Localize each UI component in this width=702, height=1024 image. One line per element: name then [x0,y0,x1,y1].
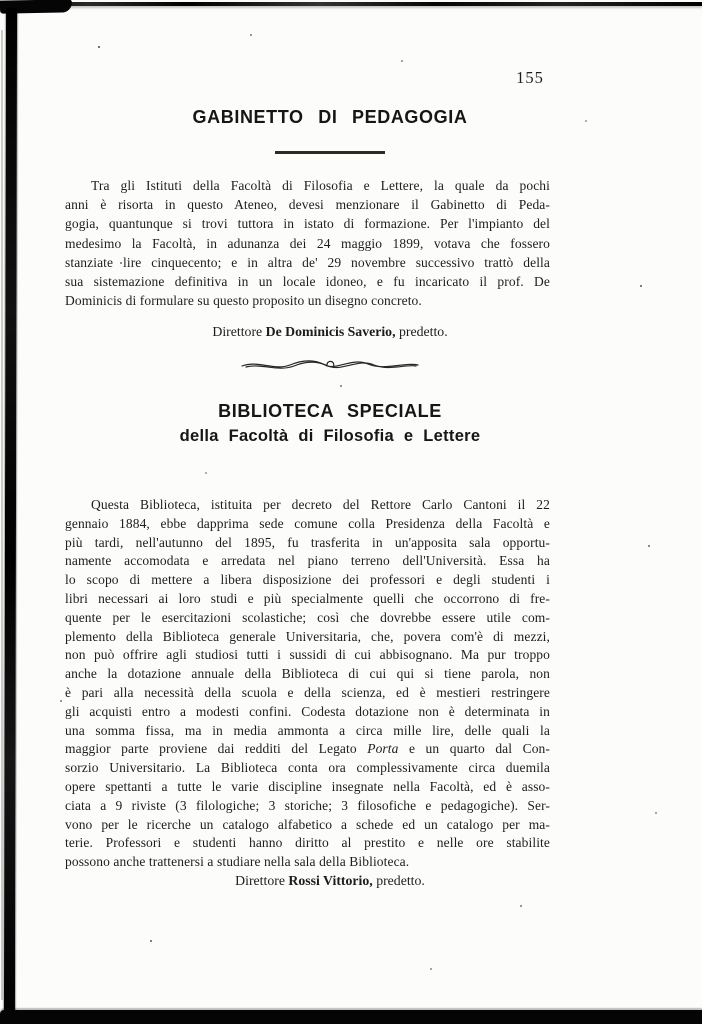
text-line: Tra gli Istituti della Facoltà di Filosofia e Lettere, la quale da pochi [91,178,550,193]
book-binding-shadow [4,8,17,1013]
scan-left-faint-line [1,30,3,1000]
section-divider-ornament-icon [240,352,420,378]
text-line-with-italic [65,740,550,759]
text-line: sua sistemazione definitiva in un locale idoneo, e fu incaricato il prof. De [65,274,550,290]
text-line: namente accomodata e arredata nel piano terreno dell'Università. Essa ha [65,553,550,569]
text-line: più tardi, nell'autunno del 1895, fu trasferita in un'apposita sala opportu- [65,534,550,550]
text-line: opere spettanti a tutte le varie discipline insegnate nella Facoltà, ed è asso- [65,778,550,794]
text-line: ciata a 9 riviste (3 filologiche; 3 storiche; 3 filosofiche e pedagogiche). Ser- [65,797,550,813]
scan-top-edge [6,2,702,6]
text-line: terie. Professori e studenti hanno diritto al prestito e nelle ore stabilite [65,835,550,851]
scan-bottom-edge [0,1010,702,1024]
legato-italic-word: Porta [367,741,399,757]
text-line: stanziate lire cinquecento; e in altra de' 29 novembre successivo trattò della [65,254,550,270]
text-line: lo scopo di mettere a libera disposizione dei professori e degli studenti i [65,572,550,588]
text-line: anni è risorta in questo Ateneo, devesi menzionare il Gabinetto di Peda- [65,197,550,213]
text-line: Dominicis di formulare su questo proposito un disegno concreto. [65,293,422,309]
scan-noise [0,0,2,2]
section-title-biblioteca: BIBLIOTECA SPECIALE [218,401,442,421]
text-line: anche la dotazione annuale della Biblioteca di cui qui si tiene parola, non [65,666,550,682]
text-line: plemento della Biblioteca generale Universitaria, che, povera com'è di mezzi, [65,628,550,644]
director-suffix: predetto. [398,324,448,339]
text-line: una somma fissa, ma in media ammonta a circa mille lire, delle quali la [65,722,550,738]
text-line: gogia, quantunque si trovi tuttora in istato di formazione. Per l'impianto del [65,216,550,232]
legato-text-after: e un quarto dal Con- [408,741,550,757]
text-line: gennaio 1884, ebbe dapprima sede comune colla Presidenza della Facoltà e [65,515,550,531]
text-line: Questa Biblioteca, istituita per decreto del Rettore Carlo Cantoni il 22 [91,497,550,512]
text-line: medesimo la Facoltà, in adunanza dei 24 maggio 1899, votava che fossero [65,235,550,251]
director-label: Direttore [212,324,263,339]
director-suffix: predetto. [376,873,425,888]
text-line: quente per le esercitazioni scolastiche; così che dovrebbe essere utile com- [65,609,550,625]
director-name: De Dominicis Saverio, [265,324,396,339]
text-line: gli acquisti entro a modesti confini. Codesta dotazione non è determinata in [65,703,550,719]
page-number: 155 [516,68,544,87]
text-line: libri necessari ai loro studi e più specialmente quelli che occorrono di fre- [65,590,550,606]
section-title-gabinetto: GABINETTO DI PEDAGOGIA [192,107,468,127]
text-line: non può offrire agli studiosi tutti i sussidi di cui abbisognano. Ma pur troppo [65,647,550,663]
title-rule [275,151,385,154]
director-name: Rossi Vittorio, [288,873,373,888]
section-subtitle-biblioteca: della Facoltà di Filosofia e Lettere [179,427,481,445]
text-line: sorzio Universitario. La Biblioteca conta ora complessivamente circa duemila [65,760,550,776]
text-line: vono per le ricerche un catalogo alfabetico a schede ed un catalogo per ma- [65,816,550,832]
paragraph-gabinetto [65,176,550,310]
legato-text-before: maggior parte proviene dai redditi del Legato [65,741,357,757]
director-line-biblioteca [65,873,595,889]
director-label: Direttore [235,873,285,888]
director-line-gabinetto [65,324,595,340]
paragraph-biblioteca [65,496,550,872]
text-line: è pari alla necessità della scuola e della scienza, ed è mestieri restringere [65,684,550,700]
text-line: possono anche trattenersi a studiare nella sala della Biblioteca. [65,854,410,870]
